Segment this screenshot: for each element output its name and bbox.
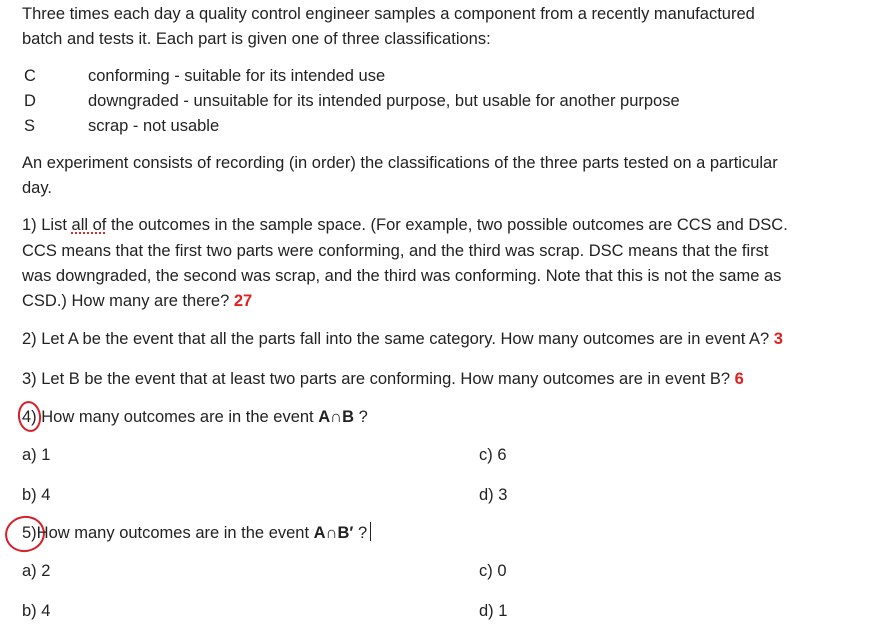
q1-line-1 — [22, 213, 788, 237]
q1-line-2: CCS means that the first two parts were conforming, and the third was scrap. DSC means that the first — [22, 242, 769, 260]
q4-text: How many outcomes are in the event — [36, 408, 319, 426]
q5-option-a: a) 2 — [22, 562, 51, 580]
question-3 — [22, 367, 744, 391]
q4-end: ? — [353, 408, 368, 426]
class-desc-c: conforming - suitable for its intended use — [88, 67, 386, 85]
q4-option-c: c) 6 — [479, 446, 507, 464]
q5-option-b: b) 4 — [22, 602, 51, 620]
class-code-d: D — [24, 92, 36, 110]
experiment-line-1: An experiment consists of recording (in order) the classifications of the three parts tested on a particular — [22, 154, 778, 172]
q4-line — [22, 405, 368, 429]
q5-option-c: c) 0 — [479, 562, 507, 580]
class-code-c: C — [24, 67, 36, 85]
q1-prefix: 1) List — [22, 216, 72, 234]
intro-line-2: batch and tests it. Each part is given one of three classifications: — [22, 30, 491, 48]
experiment-line-2: day. — [22, 179, 52, 197]
q3-answer: 6 — [734, 370, 744, 388]
text-cursor — [370, 522, 371, 541]
q2-text: 2) Let A be the event that all the parts fall into the same category. How many outcomes are in event A? — [22, 330, 774, 348]
class-code-s: S — [24, 117, 36, 135]
q3-text: 3) Let B be the event that at least two parts are conforming. How many outcomes are in event B? — [22, 370, 735, 388]
q5-event: A∩B′ — [313, 524, 354, 542]
q5-text: How many outcomes are in the event — [36, 524, 314, 542]
q1-answer: 27 — [233, 292, 253, 310]
class-desc-s: scrap - not usable — [88, 117, 220, 135]
q5-number: 5) — [22, 524, 37, 542]
intro-line-1: Three times each day a quality control engineer samples a component from a recently manufactured — [22, 5, 755, 23]
q1-dotted-text: all of — [71, 216, 107, 234]
q1-line-4 — [22, 289, 252, 313]
q4-number: 4) — [22, 408, 37, 426]
q1-line-1-rest: the outcomes in the sample space. (For example, two possible outcomes are CCS and DSC. — [106, 216, 788, 234]
q5-end: ? — [353, 524, 368, 542]
q4-option-a: a) 1 — [22, 446, 51, 464]
question-2 — [22, 327, 783, 351]
q4-option-b: b) 4 — [22, 486, 51, 504]
q5-line — [22, 521, 371, 545]
q4-event: A∩B — [318, 408, 354, 426]
q5-option-d: d) 1 — [479, 602, 508, 620]
q2-answer: 3 — [773, 330, 783, 348]
class-desc-d: downgraded - unsuitable for its intended purpose, but usable for another purpose — [88, 92, 680, 110]
q1-question: CSD.) How many are there? — [22, 292, 234, 310]
q1-line-3: was downgraded, the second was scrap, and the third was conforming. Note that this is not the same as — [22, 267, 782, 285]
q4-option-d: d) 3 — [479, 486, 508, 504]
